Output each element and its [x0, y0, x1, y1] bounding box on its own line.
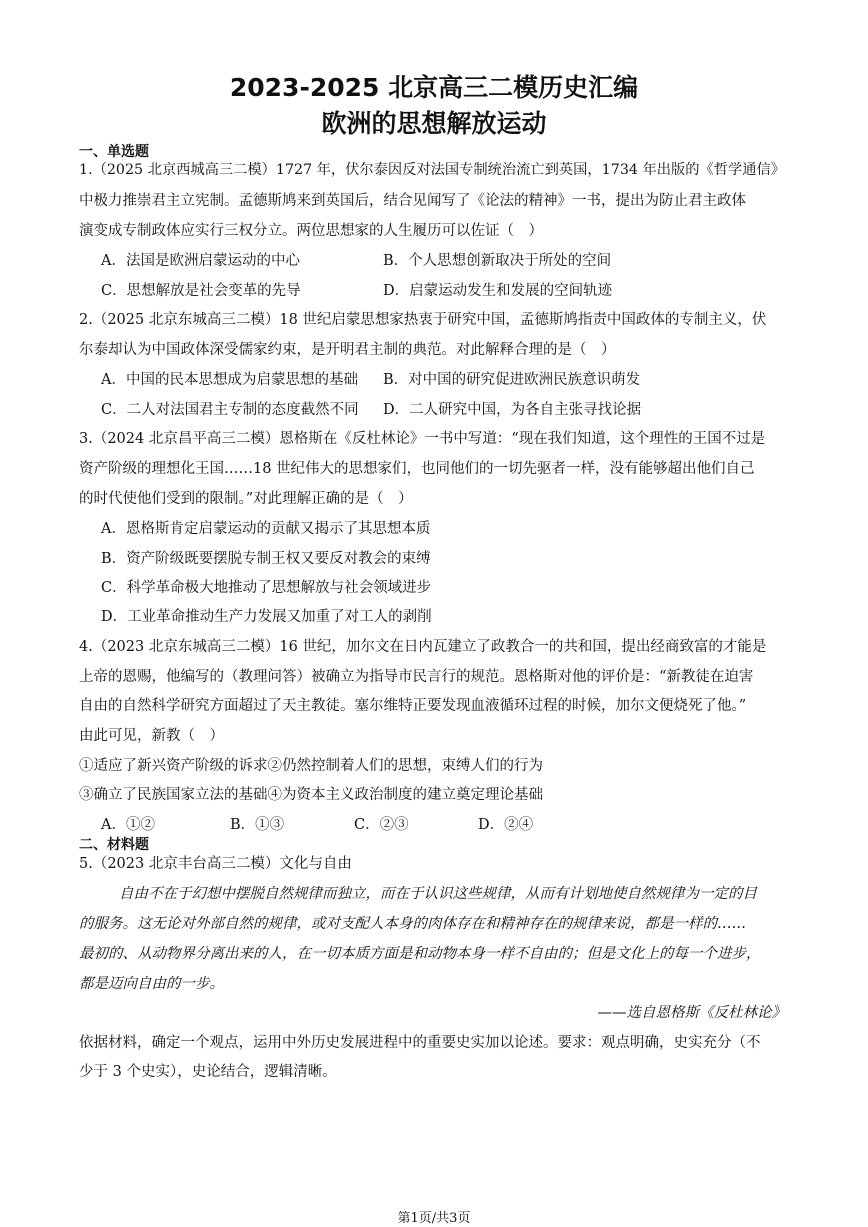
question-4-line: 由此可见，新教（ ） — [79, 728, 224, 744]
material-line: 都是迈向自由的一步。 — [79, 976, 224, 992]
question-4-line: 自由的自然科学研究方面超过了天主教徒。塞尔维特正要发现血液循环过程的时候，加尔文便烧死了他。” — [79, 698, 747, 714]
question-2-line: 2.（2025 北京东城高三二模）18 世纪启蒙思想家热衷于研究中国，孟德斯鸠指责中国政体的专制主义，伏 — [79, 312, 767, 328]
section-single-choice: 一、单选题 — [79, 144, 149, 160]
question-3-line: 资产阶级的理想化王国……18 世纪伟大的思想家们，也同他们的一切先驱者一样，没有能够超出他们自己 — [79, 461, 755, 477]
question-1-line: 1.（2025 北京西城高三二模）1727 年，伏尔泰因反对法国专制统治流亡到英国，1734 年出版的《哲学通信》 — [79, 162, 785, 178]
question-1-option-c: C．思想解放是社会变革的先导 — [101, 283, 301, 299]
question-1-option-b: B．个人思想创新取决于所处的空间 — [383, 253, 612, 269]
question-2-option-c: C．二人对法国君主专制的态度截然不同 — [101, 402, 359, 418]
material-line: 自由不在于幻想中摆脱自然规律而独立，而在于认识这些规律，从而有计划地使自然规律为一定的目 — [119, 886, 757, 902]
page-title: 2023-2025 北京高三二模历史汇编 — [229, 73, 639, 102]
question-5-heading: 5.（2023 北京丰台高三二模）文化与自由 — [79, 856, 352, 872]
question-3-option-c: C．科学革命极大地推动了思想解放与社会领域进步 — [101, 580, 432, 596]
material-line: 的服务。这无论对外部自然的规律，或对支配人本身的肉体存在和精神存在的规律来说，都是一样的…… — [79, 916, 746, 932]
question-4-option-b: B．①③ — [230, 817, 285, 833]
question-4-statement: ①适应了新兴资产阶级的诉求②仍然控制着人们的思想，束缚人们的行为 — [79, 758, 543, 774]
question-4-option-d: D．②④ — [478, 817, 534, 833]
question-1-line: 中极力推崇君主立宪制。孟德斯鸠来到英国后，结合见闻写了《论法的精神》一书，提出为防止君主政体 — [79, 193, 746, 209]
question-5-requirement: 依据材料，确定一个观点，运用中外历史发展进程中的重要史实加以论述。要求：观点明确，史实充分（不 — [79, 1035, 761, 1051]
page-subtitle: 欧洲的思想解放运动 — [321, 109, 547, 138]
material-line: 最初的、从动物界分离出来的人，在一切本质方面是和动物本身一样不自由的；但是文化上的每一个进步， — [79, 946, 761, 962]
question-1-line: 演变成专制政体应实行三权分立。两位思想家的人生履历可以佐证（ ） — [79, 223, 543, 239]
question-1-option-a: A．法国是欧洲启蒙运动的中心 — [101, 253, 300, 269]
question-1-option-d: D．启蒙运动发生和发展的空间轨迹 — [383, 283, 613, 299]
question-2-option-a: A．中国的民本思想成为启蒙思想的基础 — [101, 372, 358, 388]
question-3-option-d: D．工业革命推动生产力发展又加重了对工人的剥削 — [101, 609, 432, 625]
question-4-line: 上帝的恩赐，他编写的（教理问答）被确立为指导市民言行的规范。恩格斯对他的评价是：“新教徒在迫害 — [79, 669, 754, 685]
section-material: 二、材料题 — [79, 837, 149, 853]
question-2-option-d: D．二人研究中国，为各自主张寻找论据 — [383, 402, 642, 418]
question-4-option-c: C．②③ — [354, 817, 409, 833]
question-4-statement: ③确立了民族国家立法的基础④为资本主义政治制度的建立奠定理论基础 — [79, 787, 543, 803]
question-5-requirement: 少于 3 个史实），史论结合，逻辑清晰。 — [79, 1064, 337, 1080]
question-4-option-a: A．①② — [101, 817, 155, 833]
question-3-option-b: B．资产阶级既要摆脱专制王权又要反对教会的束缚 — [101, 551, 431, 567]
question-2-option-b: B．对中国的研究促进欧洲民族意识萌发 — [383, 372, 641, 388]
question-3-line: 3.（2024 北京昌平高三二模）恩格斯在《反杜林论》一书中写道：“现在我们知道，这个理性的王国不过是 — [79, 431, 766, 447]
question-2-line: 尔泰却认为中国政体深受儒家约束，是开明君主制的典范。对此解释合理的是（ ） — [79, 342, 616, 358]
page-number: 第1页/共3页 — [397, 1211, 471, 1226]
question-4-line: 4.（2023 北京东城高三二模）16 世纪，加尔文在日内瓦建立了政教合一的共和国，提出经商致富的才能是 — [79, 639, 767, 655]
question-3-option-a: A．恩格斯肯定启蒙运动的贡献又揭示了其思想本质 — [101, 521, 431, 537]
material-source: ——选自恩格斯《反杜林论》 — [597, 1005, 786, 1021]
question-3-line: 的时代使他们受到的限制。”对此理解正确的是（ ） — [79, 491, 413, 507]
